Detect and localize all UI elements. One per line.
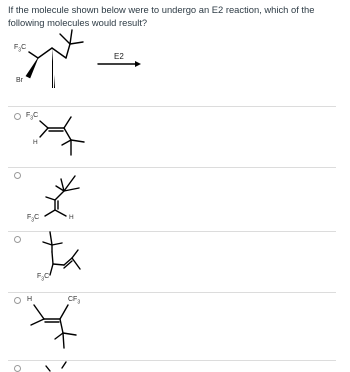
option-1-h-label: H bbox=[33, 139, 38, 146]
reactant-cf3-label: $F_3C$ bbox=[14, 44, 27, 54]
option-2-cf3-label: $F_3C$ bbox=[27, 214, 40, 224]
option-4-cf3-label: $CF_3$ bbox=[68, 296, 81, 306]
option-2-h-label: H bbox=[69, 214, 74, 221]
question-text: If the molecule shown below were to undergo an E2 reaction, which of the following molecules would result? bbox=[8, 4, 315, 28]
option-1-cf3-label: $F_3C$ bbox=[26, 112, 39, 122]
reaction-condition-label: E2 bbox=[114, 52, 124, 61]
option-3-cf3-label: $F_3C$ bbox=[37, 273, 50, 283]
reactant-br-label: Br bbox=[16, 77, 23, 84]
option-4-h-label: H bbox=[27, 296, 33, 303]
